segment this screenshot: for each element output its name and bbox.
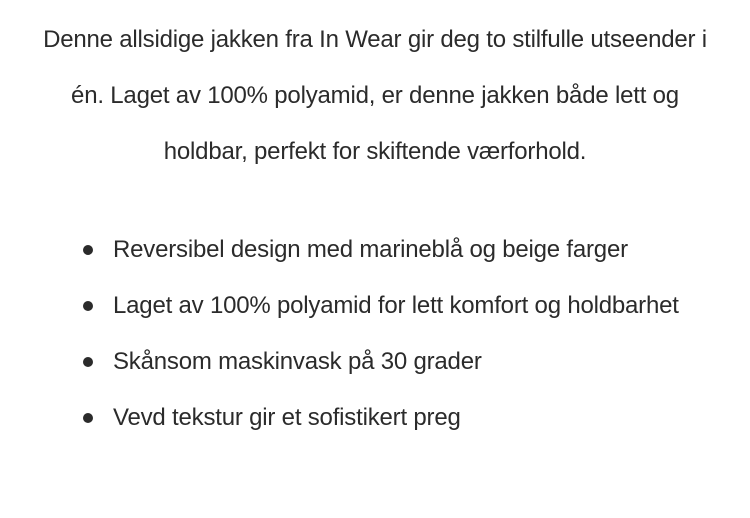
feature-item — [80, 222, 679, 278]
bullet-icon — [83, 245, 93, 255]
description-line: holdbar, perfekt for skiftende værforhold. — [163, 138, 587, 165]
feature-text: Vevd tekstur gir et sofistikert preg — [113, 404, 461, 431]
bullet-icon — [83, 413, 93, 423]
bullet-icon — [83, 301, 93, 311]
feature-item — [80, 278, 679, 334]
bullet-icon — [83, 357, 93, 367]
description-line: Denne allsidige jakken fra In Wear gir deg to stilfulle utseender i — [43, 26, 707, 53]
description-line: én. Laget av 100% polyamid, er denne jakken både lett og — [71, 82, 679, 109]
feature-item — [80, 390, 679, 446]
product-description — [20, 12, 730, 180]
feature-item — [80, 334, 679, 390]
feature-text: Skånsom maskinvask på 30 grader — [113, 348, 482, 375]
feature-text: Laget av 100% polyamid for lett komfort og holdbarhet — [113, 292, 679, 319]
feature-list — [80, 222, 679, 446]
feature-text: Reversibel design med marineblå og beige farger — [113, 236, 628, 263]
